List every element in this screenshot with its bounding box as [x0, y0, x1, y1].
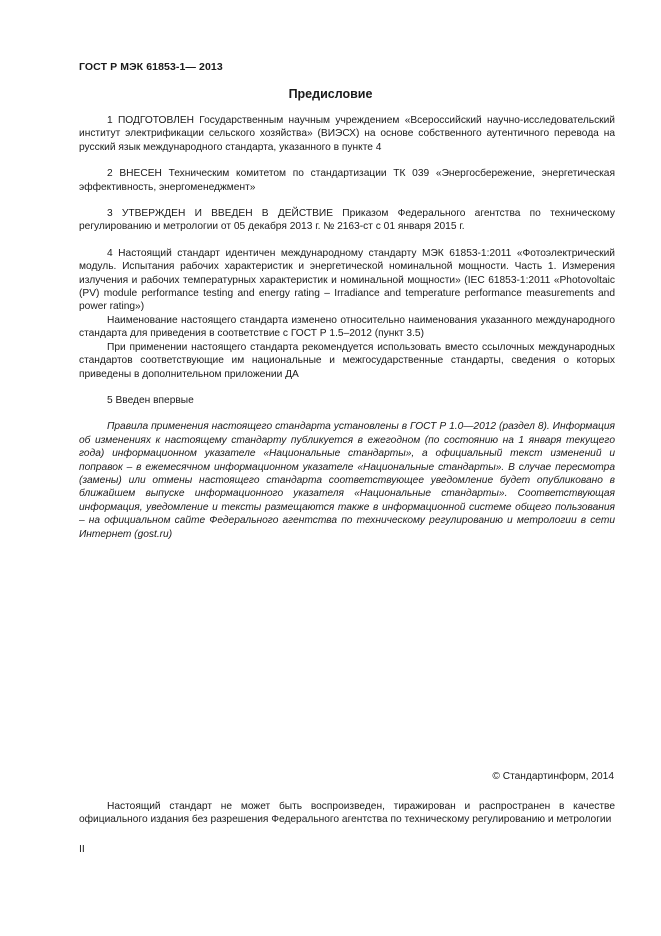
document-body	[79, 114, 615, 541]
paragraph-6-notice: Правила применения настоящего стандарта установлены в ГОСТ Р 1.0—2012 (раздел 8). Информация об изменениях к настоящему стандарту публикуется в ежегодном (по состоянию на 1 января текущего года) информационном указателе «Национальные стандарты», а официальный текст изменений и поправок – в ежемесячном информационном указателе «Национальные стандарты». В случае пересмотра (замены) или отмены настоящего стандарта соответствующее уведомление будет опубликовано в ближайшем выпуске информационного указателя «Национальные стандарты». Соответствующая информация, уведомление и тексты размещаются также в информационной системе общего пользования – на официальном сайте Федерального агентства по техническому регулированию и метрологии в сети Интернет (gost.ru)	[79, 421, 615, 540]
paragraph-2: 2 ВНЕСЕН Техническим комитетом по стандартизации ТК 039 «Энергосбережение, энергетическая эффективность, энергоменеджмент»	[79, 168, 615, 193]
paragraph-5: 5 Введен впервые	[107, 394, 194, 406]
copyright-notice: © Стандартинформ, 2014	[492, 771, 614, 782]
paragraph-4b: Наименование настоящего стандарта изменено относительно наименования указанного международного стандарта для приведения в соответствие с ГОСТ Р 1.5–2012 (пункт 3.5)	[79, 314, 615, 340]
paragraph-1: 1 ПОДГОТОВЛЕН Государственным научным учреждением «Всероссийский научно-исследовательский институт электрификации сельского хозяйства» (ВИЭСХ) на основе собственного аутентичного перевода на русский язык международного стандарта, указанного в пункте 4	[79, 115, 615, 153]
paragraph-3: 3 УТВЕРЖДЕН И ВВЕДЕН В ДЕЙСТВИЕ Приказом Федерального агентства по техническому регулированию и метрологии от 05 декабря 2013 г. № 2163-ст с 01 января 2015 г.	[79, 208, 615, 233]
paragraph-4c: При применении настоящего стандарта рекомендуется использовать вместо ссылочных международных стандартов соответствующие им национальные и межгосударственные стандарты, сведения о которых приведены в дополнительном приложении ДА	[79, 341, 615, 380]
document-header: ГОСТ Р МЭК 61853-1— 2013	[79, 61, 223, 73]
footer-notice: Настоящий стандарт не может быть воспроизведен, тиражирован и распространен в качестве официального издания без разрешения Федерального агентства по техническому регулированию и метрологии	[79, 801, 615, 826]
page-number: II	[79, 843, 85, 855]
paragraph-4: 4 Настоящий стандарт идентичен международному стандарту МЭК 61853-1:2011 «Фотоэлектрический модуль. Испытания рабочих характеристик и энергетической номинальной мощности. Часть 1. Измерения излучения и рабочих температурных характеристик и номинальной мощности» (IEC 61853-1:2011 «Photovoltaic (PV) module performance testing and energy rating – Irradiance and temperature performance measurements and power rating»)	[79, 247, 615, 313]
page-title: Предисловие	[288, 87, 373, 101]
